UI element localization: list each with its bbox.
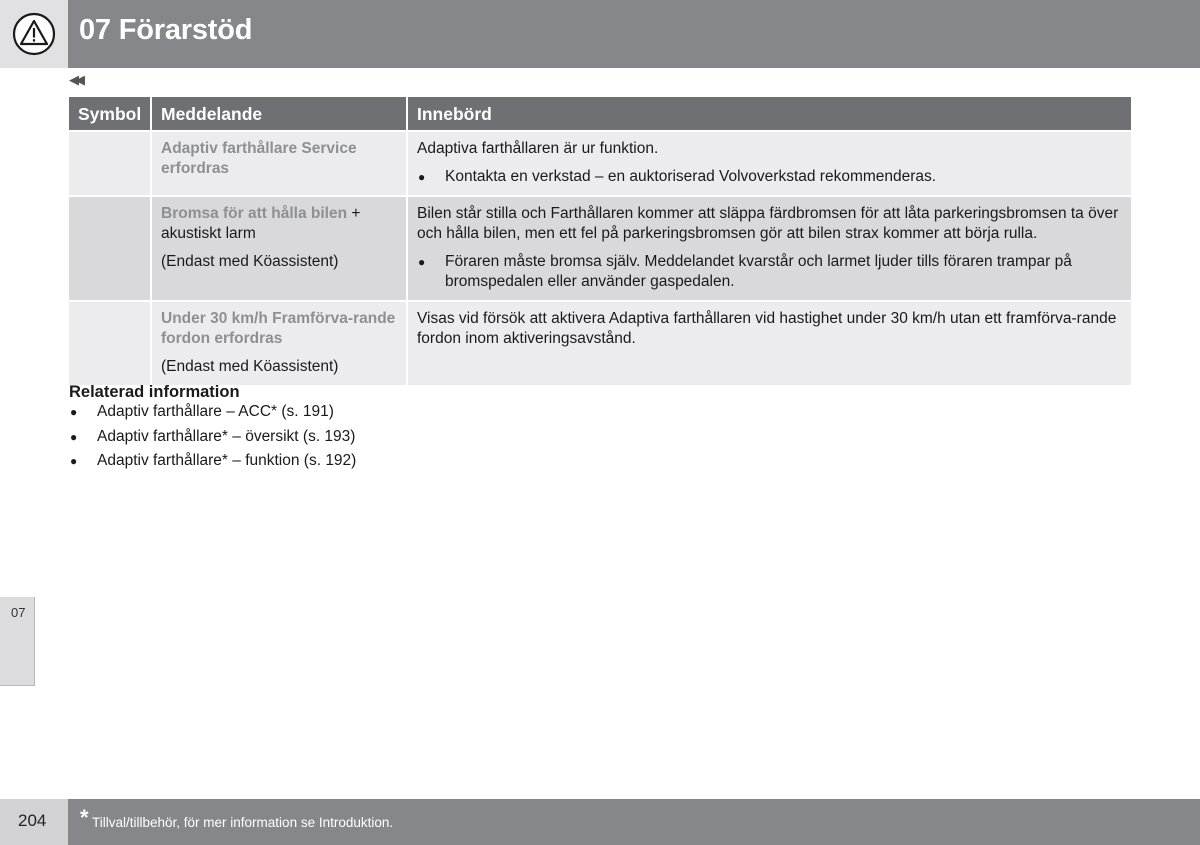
column-header-meaning: Innebörd — [407, 97, 1131, 131]
message-cell — [151, 196, 407, 301]
meaning-bullet-list — [417, 167, 1122, 187]
symbol-cell — [69, 301, 151, 385]
related-link[interactable]: ● Adaptiv farthållare – ACC* (s. 191) — [69, 402, 356, 422]
meaning-text: Adaptiva farthållaren är ur funktion. — [417, 140, 659, 157]
header-icon-box — [0, 0, 68, 68]
message-note: (Endast med Köassistent) — [161, 253, 339, 270]
warning-triangle-icon — [12, 12, 56, 56]
symbol-cell — [69, 131, 151, 196]
meaning-text: Visas vid försök att aktivera Adaptiva farthållaren vid hastighet under 30 km/h utan ett framförva-rande fordon inom aktiveringsavstånd. — [417, 310, 1117, 347]
footer-page-box — [0, 799, 68, 845]
column-header-message: Meddelande — [151, 97, 407, 131]
related-list — [69, 402, 356, 471]
footer-bar — [68, 799, 1200, 845]
page-title: 07 Förarstöd — [79, 14, 253, 46]
message-suffix: + akustiskt larm — [161, 205, 361, 242]
related-information — [69, 382, 356, 476]
meaning-cell — [407, 131, 1131, 196]
message-cell — [151, 301, 407, 385]
table-header-row — [69, 97, 1131, 131]
table-row — [69, 301, 1131, 385]
message-table — [69, 97, 1131, 385]
footnote-star: * — [80, 805, 89, 830]
table-row — [69, 131, 1131, 196]
related-heading: Relaterad information — [69, 383, 240, 401]
message-cell — [151, 131, 407, 196]
message-text: Bromsa för att hålla bilen — [161, 205, 348, 222]
meaning-cell — [407, 301, 1131, 385]
list-item: ● Föraren måste bromsa själv. Meddelandet kvarstår och larmet ljuder tills föraren trampar på bromspedalen eller använder gaspedalen. — [417, 252, 1122, 292]
related-link[interactable]: ● Adaptiv farthållare* – funktion (s. 192) — [69, 451, 356, 471]
page-number: 204 — [18, 811, 47, 830]
message-text: Adaptiv farthållare Service erfordras — [161, 140, 357, 177]
header-bar — [68, 0, 1200, 68]
chapter-tab[interactable] — [0, 597, 35, 686]
symbol-cell — [69, 196, 151, 301]
chapter-tab-label: 07 — [11, 605, 26, 620]
meaning-cell — [407, 196, 1131, 301]
meaning-bullet-list — [417, 252, 1122, 292]
list-item: ● Kontakta en verkstad – en auktoriserad Volvoverkstad rekommenderas. — [417, 167, 1122, 187]
message-text: Under 30 km/h Framförva-rande fordon erfordras — [161, 310, 396, 347]
double-chevron-left-icon[interactable]: ◀◀ — [69, 72, 81, 87]
meaning-text: Bilen står stilla och Farthållaren kommer att släppa färdbromsen för att låta parkeringsbromsen ta över och hålla bilen, men ett fel på parkeringsbromsen gör att bilen strax kommer att börja rulla. — [417, 205, 1119, 242]
message-note: (Endast med Köassistent) — [161, 358, 339, 375]
footnote-text: Tillval/tillbehör, för mer information se Introduktion. — [92, 815, 394, 830]
related-link[interactable]: ● Adaptiv farthållare* – översikt (s. 193) — [69, 427, 356, 447]
table-row — [69, 196, 1131, 301]
column-header-symbol: Symbol — [69, 97, 151, 131]
